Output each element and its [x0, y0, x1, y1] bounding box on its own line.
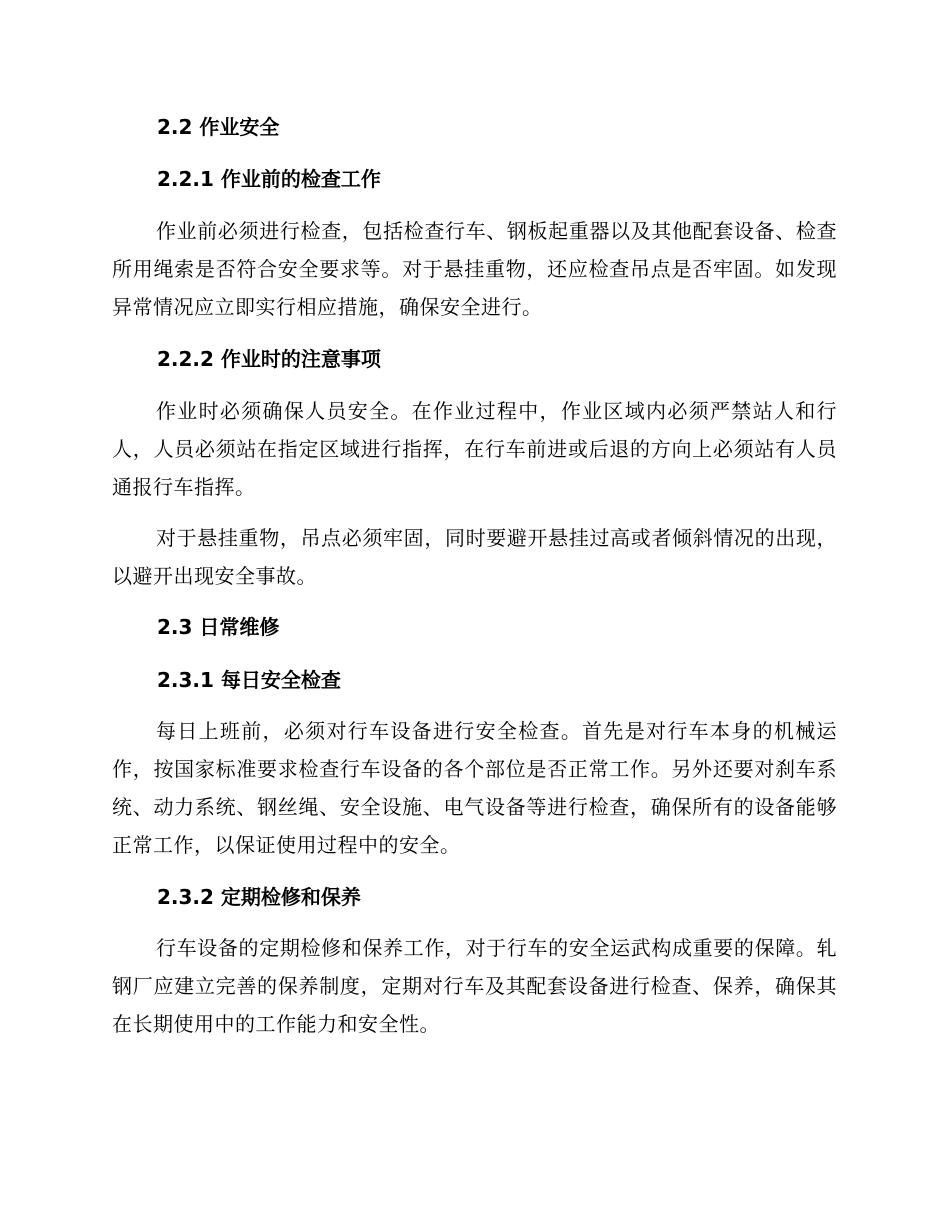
paragraph-suspended-loads: 对于悬挂重物，吊点必须牢固，同时要避开悬挂过高或者倾斜情况的出现，以避开出现安全事故。: [112, 526, 837, 588]
paragraph-daily-safety-check: 每日上班前，必须对行车设备进行安全检查。首先是对行车本身的机械运作，按国家标准要求检查行车设备的各个部位是否正常工作。另外还要对刹车系统、动力系统、钢丝绳、安全设施、电气设备等进行检查，确保所有的设备能够正常工作，以保证使用过程中的安全。: [112, 719, 837, 857]
section-heading-2-2: 2.2 作业安全: [157, 115, 280, 139]
paragraph-pre-work-inspection: 作业前必须进行检查，包括检查行车、钢板起重器以及其他配套设备、检查所用绳索是否符合安全要求等。对于悬挂重物，还应检查吊点是否牢固。如发现异常情况应立即实行相应措施，确保安全进行。: [112, 219, 837, 319]
section-heading-2-2-2: 2.2.2 作业时的注意事项: [157, 347, 381, 371]
section-heading-2-2-1: 2.2.1 作业前的检查工作: [157, 167, 381, 191]
section-heading-2-3: 2.3 日常维修: [157, 615, 280, 639]
paragraph-periodic-maintenance: 行车设备的定期检修和保养工作，对于行车的安全运武构成重要的保障。轧钢厂应建立完善的保养制度，定期对行车及其配套设备进行检查、保养，确保其在长期使用中的工作能力和安全性。: [112, 936, 837, 1036]
paragraph-work-precautions: 作业时必须确保人员安全。在作业过程中，作业区域内必须严禁站人和行人，人员必须站在指定区域进行指挥，在行车前进或后退的方向上必须站有人员通报行车指挥。: [112, 399, 837, 499]
section-heading-2-3-1: 2.3.1 每日安全检查: [157, 668, 341, 692]
section-heading-2-3-2: 2.3.2 定期检修和保养: [157, 885, 361, 909]
